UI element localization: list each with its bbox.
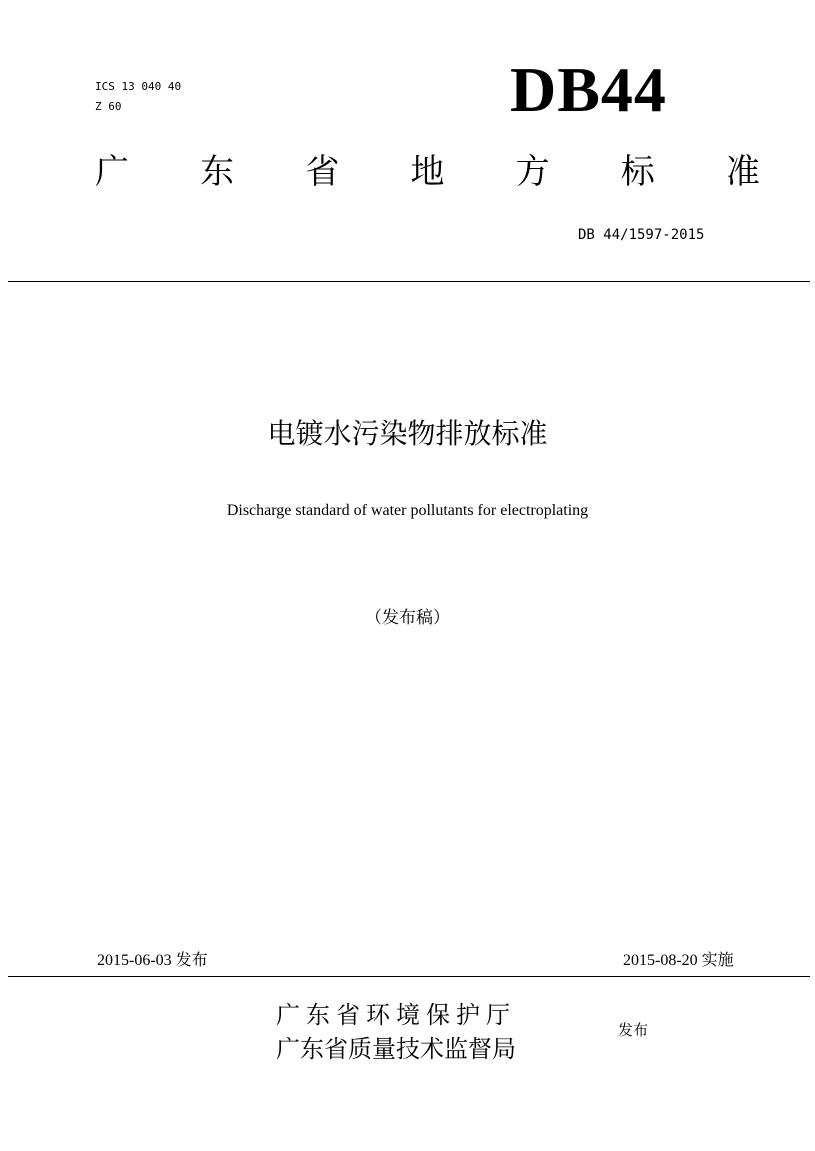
title-char: 广 [95, 152, 129, 192]
classification-code: Z 60 [95, 100, 122, 113]
document-title-en: Discharge standard of water pollutants for electroplating [226, 502, 589, 519]
issuer-quality-bureau: 广东省质量技术监督局 [276, 1035, 516, 1063]
implement-date: 2015-08-20 实施 [623, 952, 734, 969]
document-status: （发布稿） [365, 608, 450, 628]
bottom-divider [8, 976, 810, 977]
title-char: 方 [515, 152, 550, 192]
title-char: 标 [620, 152, 655, 192]
title-char: 省 [305, 152, 340, 192]
issue-label: 发布 [618, 1021, 649, 1039]
title-char: 地 [410, 152, 445, 192]
db44-logo: DB44 [510, 54, 667, 125]
standard-number: DB 44/1597-2015 [578, 227, 705, 243]
top-divider [8, 281, 810, 282]
ics-code: ICS 13 040 40 [95, 80, 182, 93]
standard-type-title [95, 150, 760, 194]
document-title-cn: 电镀水污染物排放标准 [267, 417, 548, 450]
title-char: 东 [200, 152, 235, 192]
issuer-environment-dept: 广东省环境保护厅 [276, 1001, 516, 1029]
publish-date: 2015-06-03 发布 [97, 952, 208, 969]
title-char: 准 [725, 152, 760, 192]
